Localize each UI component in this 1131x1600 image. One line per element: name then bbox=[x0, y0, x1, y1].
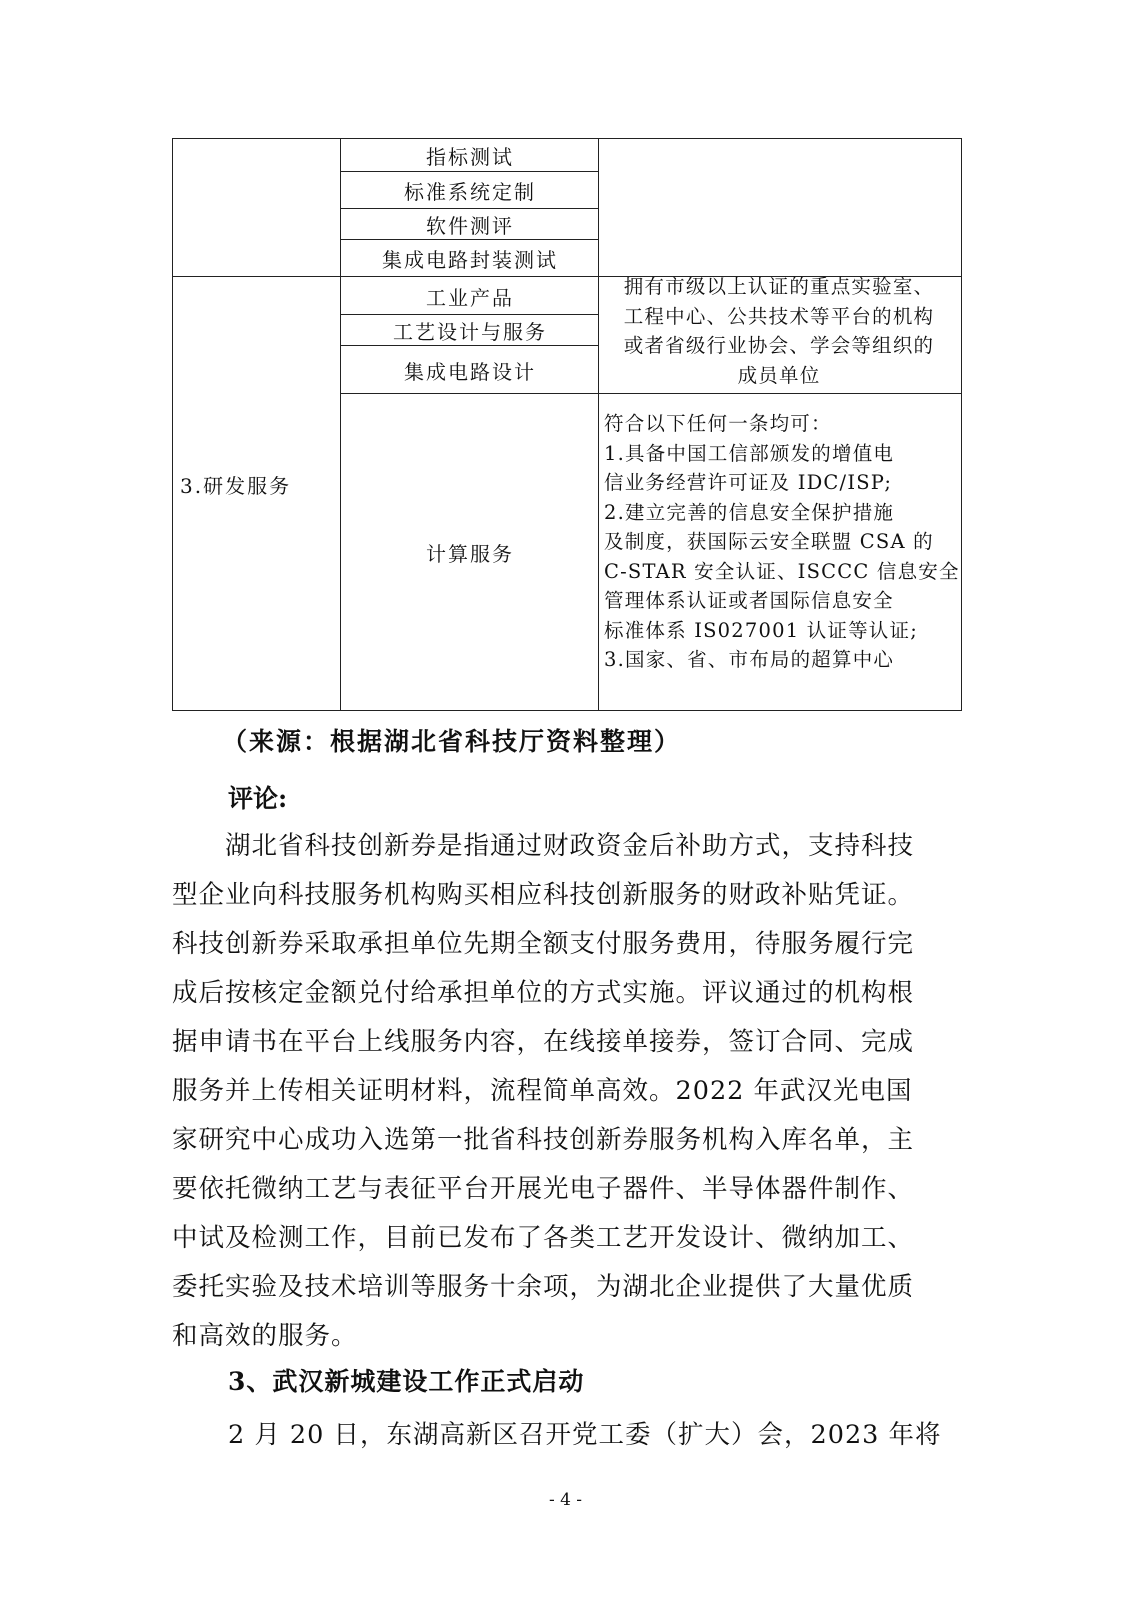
section-heading: 3、武汉新城建设工作正式启动 bbox=[228, 1367, 585, 1396]
column-divider-2 bbox=[598, 138, 599, 711]
paragraph-line: 中试及检测工作，目前已发布了各类工艺开发设计、微纳加工、 bbox=[172, 1223, 915, 1253]
paragraph-line: 服务并上传相关证明材料，流程简单高效。2022 年武汉光电国 bbox=[172, 1076, 913, 1106]
source-note: （来源：根据湖北省科技厅资料整理） bbox=[222, 727, 682, 756]
table-border-left bbox=[172, 138, 173, 711]
paragraph-line: 要依托微纳工艺与表征平台开展光电子器件、半导体器件制作、 bbox=[172, 1174, 915, 1204]
table-cell-service-compute: 计算服务 bbox=[426, 542, 514, 566]
comment-paragraph bbox=[172, 822, 962, 1361]
page-number: - 4 - bbox=[548, 1490, 583, 1510]
paragraph-line: 型企业向科技服务机构购买相应科技创新服务的财政补贴凭证。 bbox=[172, 880, 915, 910]
requirement-line: 2.建立完善的信息安全保护措施 bbox=[604, 500, 895, 524]
requirement-line: C-STAR 安全认证、ISCCC 信息安全 bbox=[604, 559, 960, 583]
requirement-line: 符合以下任何一条均可： bbox=[604, 412, 832, 435]
requirement-line: 或者省级行业协会、学会等组织的 bbox=[623, 334, 935, 357]
paragraph-line: 湖北省科技创新券是指通过财政资金后补助方式，支持科技 bbox=[172, 831, 915, 861]
table-cell-requirement-compute bbox=[604, 409, 960, 675]
paragraph-line: 家研究中心成功入选第一批省科技创新券服务机构入库名单，主 bbox=[172, 1125, 915, 1155]
requirement-line: 管理体系认证或者国际信息安全 bbox=[604, 589, 894, 612]
paragraph-line: 2 月 20 日，东湖高新区召开党工委（扩大）会，2023 年将 bbox=[228, 1420, 942, 1450]
table-cell-service: 指标测试 bbox=[426, 145, 514, 169]
table-cell-service: 软件测评 bbox=[426, 214, 514, 238]
requirement-line: 1.具备中国工信部颁发的增值电 bbox=[604, 441, 895, 465]
paragraph-line: 成后按核定金额兑付给承担单位的方式实施。评议通过的机构根 bbox=[172, 978, 915, 1008]
table-cell-service: 工业产品 bbox=[426, 285, 514, 310]
service-table bbox=[172, 138, 962, 711]
table-cell-service: 工艺设计与服务 bbox=[393, 320, 547, 344]
table-border-right bbox=[961, 138, 962, 711]
comment-label: 评论: bbox=[228, 784, 288, 813]
paragraph-line: 和高效的服务。 bbox=[172, 1321, 358, 1351]
requirement-line: 拥有市级以上认证的重点实验室、 bbox=[623, 275, 935, 298]
requirement-line: 及制度，获国际云安全联盟 CSA 的 bbox=[604, 530, 934, 553]
table-cell-service: 标准系统定制 bbox=[404, 180, 536, 204]
paragraph-line: 科技创新券采取承担单位先期全额支付服务费用，待服务履行完 bbox=[172, 929, 915, 959]
requirement-line: 工程中心、公共技术等平台的机构 bbox=[623, 304, 935, 328]
paragraph-line: 据申请书在平台上线服务内容，在线接单接券，签订合同、完成 bbox=[172, 1027, 915, 1057]
requirement-line: 3.国家、省、市布局的超算中心 bbox=[604, 648, 895, 671]
requirement-line: 信业务经营许可证及 IDC/ISP; bbox=[604, 471, 893, 494]
table-cell-requirement bbox=[604, 272, 954, 390]
table-cell-category: 3.研发服务 bbox=[180, 473, 292, 498]
table-cell-service: 集成电路设计 bbox=[404, 359, 536, 384]
table-cell-service: 集成电路封装测试 bbox=[382, 248, 558, 272]
requirement-line: 成员单位 bbox=[737, 363, 821, 387]
requirement-line: 标准体系 IS027001 认证等认证; bbox=[604, 618, 918, 642]
paragraph-line: 委托实验及技术培训等服务十余项，为湖北企业提供了大量优质 bbox=[172, 1272, 915, 1302]
table-border-bottom bbox=[172, 710, 962, 711]
